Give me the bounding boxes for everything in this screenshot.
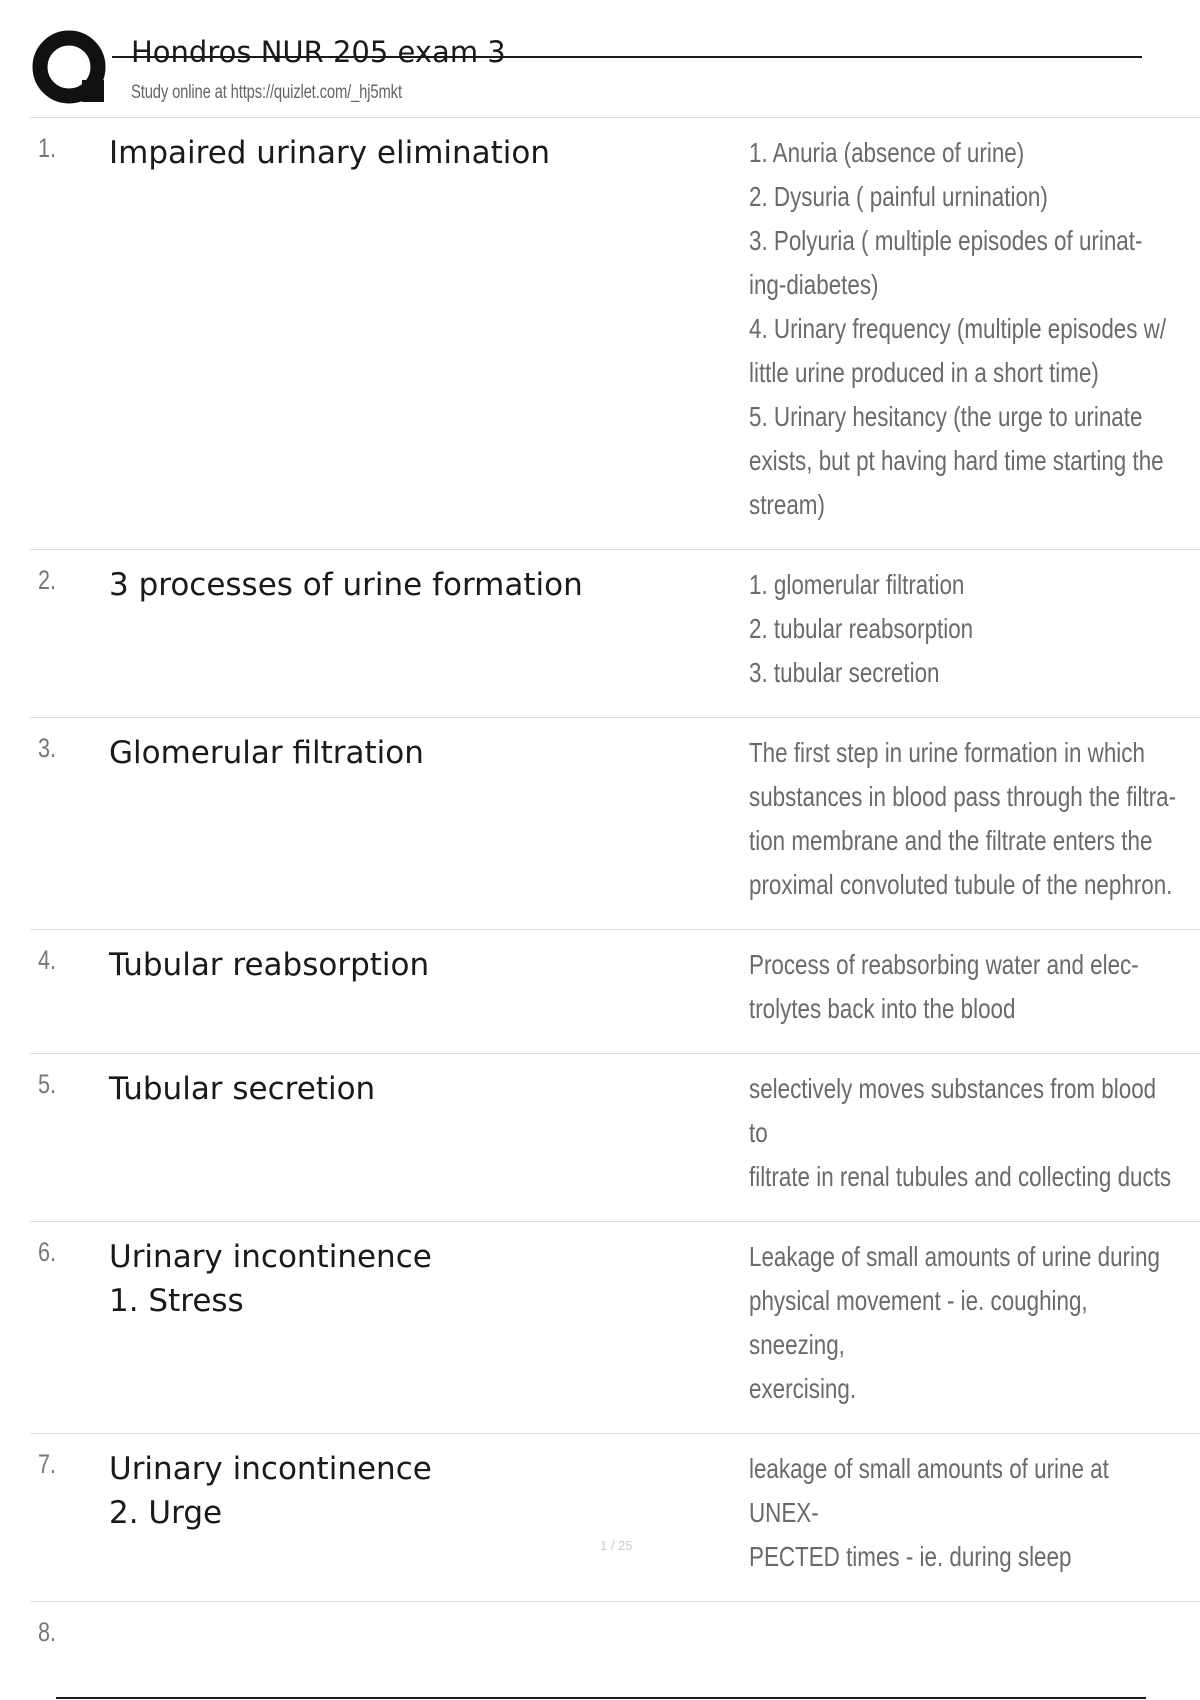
card-number: 3. [38,733,57,763]
study-online-link[interactable]: Study online at https://quizlet.com/_hj5mkt [131,82,402,103]
card-term: Urinary incontinence 1. Stress [109,1239,432,1319]
card-term [109,1602,749,1648]
quizlet-logo-icon [30,28,112,112]
card-term: Tubular secretion [109,1071,376,1107]
flashcard-row [30,549,1200,717]
card-definition-text: selectively moves substances from blood to filtrate in renal tubules and collecting ducts [749,1073,1172,1192]
card-term: Urinary incontinence 2. Urge [109,1451,432,1531]
card-number: 2. [38,565,57,595]
page-number: 1 / 25 [600,1538,633,1553]
card-definition [749,718,1200,929]
card-definition [749,550,1200,717]
card-number: 6. [38,1237,57,1267]
card-definition-text: The first step in urine formation in which substances in blood pass through the filtra- tion membrane and the filtrate enters the proximal convoluted tubule of the nephron. [749,737,1177,900]
flashcard-row [30,1053,1200,1221]
card-definition [749,1434,1200,1601]
card-number: 1. [38,133,57,163]
flashcard-list [30,117,1200,1648]
card-number: 4. [38,945,57,975]
footer-rule [56,1697,1146,1699]
card-definition-text: Process of reabsorbing water and elec- trolytes back into the blood [749,949,1139,1024]
card-definition [749,118,1200,549]
card-definition [749,1602,1200,1648]
card-definition-text: 1. glomerular filtration 2. tubular reabsorption 3. tubular secretion [749,569,974,688]
card-definition [749,1054,1200,1221]
card-term: 3 processes of urine formation [109,567,583,603]
card-definition-text: leakage of small amounts of urine at UNEX- PECTED times - ie. during sleep [749,1453,1109,1572]
card-number: 5. [38,1069,57,1099]
card-term: Tubular reabsorption [109,947,430,983]
flashcard-row [30,1601,1200,1648]
card-term: Impaired urinary elimination [109,135,551,171]
flashcard-row [30,717,1200,929]
flashcard-row [30,1221,1200,1433]
card-definition [749,930,1200,1053]
card-number: 8. [38,1617,57,1647]
flashcard-row [30,1433,1200,1601]
flashcard-row [30,117,1200,549]
card-definition-text: 1. Anuria (absence of urine) 2. Dysuria ( painful urnination) 3. Polyuria ( multiple episodes of urinat- ing-diabetes) 4. Urinary frequency (multiple episodes w/ little urine produced in a short time) 5. Urinary hesitancy (the urge to urinate exists, but pt having hard time starting the stream) [749,137,1167,520]
card-definition-text: Leakage of small amounts of urine during physical movement - ie. coughing, sneezing, exercising. [749,1241,1160,1404]
card-definition [749,1222,1200,1433]
card-number: 7. [38,1449,57,1479]
card-term: Glomerular filtration [109,735,424,771]
page-header [0,0,1200,118]
flashcard-row [30,929,1200,1053]
document-title: Hondros NUR 205 exam 3 [131,35,506,69]
